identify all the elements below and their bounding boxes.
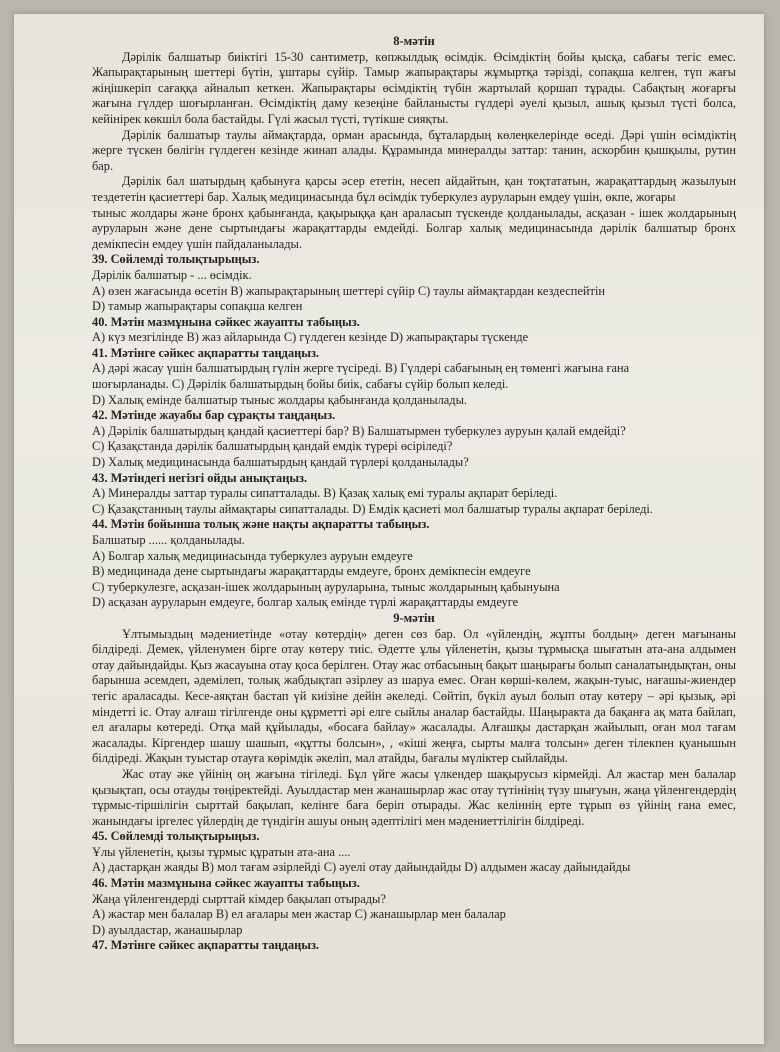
question-44-title: 44. Мәтін бойынша толық және нақты ақпаратты табыңыз. — [92, 517, 430, 532]
question-44-option-c: С) туберкулезге, асқазан-ішек жолдарының ауруларына, тыныс жолдарының қабынуына — [92, 579, 560, 594]
question-40-options: А) күз мезгілінде В) жаз айларында С) гүлдеген кезінде D) жапырақтары түскенде — [92, 330, 529, 345]
text9-paragraph-2: Жас отау әке үйінің оң жағына тігіледі. Бұл үйге жасы үлкендер шақырусыз кірмейді. Ал жастар мен балалар қызықтап, осы отауды төңіректейді. Ауылдастар мен жанашырлар жас отау түтінінің түзу шығуын, жаңа үйленгендердің тұрмыс-тіршілігін сырттай бақылап, келінге баға беріп отырады. Жас келіннің ерте тұрып өз үйінің ғана емес, жанындағы іргелес үйлердің де түндігін ашуы оның әдептілігі мен мәдениеттілігін білдіреді. — [92, 766, 736, 828]
text9-heading: 9-мәтін — [393, 610, 435, 625]
question-46-title: 46. Мәтін мазмұнына сәйкес жауапты табыңыз. — [92, 876, 360, 891]
question-43-options-cd: С) Қазақстанның таулы аймақтары сипатталады. D) Емдік қасиеті мол балшатыр туралы ақпарат беріледі. — [92, 501, 653, 516]
text8-paragraph-3: Дәрілік бал шатырдың қабынуға қарсы әсер ететін, несеп айдайтын, қан тоқтататын, жарақаттардың жазылуын тездететін қасиеттері бар. Халық медицинасында бұл өсімдік туберкулез ауруларын емдеу үшін, өкпе, жоғары — [92, 174, 736, 204]
text8-paragraph-3-cont: тыныс жолдары және бронх қабынғанда, қақырыққа қан араласып түскенде қолданылады, асқазан - ішек жолдарының ауруларын және дене сыртындағы жарақаттарды емдейді. Болгар халық медицинасында дәрілік балшатыр бронх демікпесін емдеу үшін пайдаланылады. — [92, 205, 736, 251]
question-41-title: 41. Мәтінге сәйкес ақпаратты таңдаңыз. — [92, 345, 320, 360]
question-42-options-ab: А) Дәрілік балшатырдың қандай қасиеттері бар? В) Балшатырмен туберкулез ауруын қалай емдейді? — [92, 423, 626, 438]
question-47-title: 47. Мәтінге сәйкес ақпаратты таңдаңыз. — [92, 938, 320, 953]
question-44-option-d: D) асқазан ауруларын емдеуге, болгар халық емінде түрлі жарақаттарды емдеуге — [92, 595, 519, 610]
question-39-title: 39. Сөйлемді толықтырыңыз. — [92, 252, 260, 267]
question-42-option-c: С) Қазақстанда дәрілік балшатырдың қандай емдік түрері өсіріледі? — [92, 439, 453, 454]
question-46-option-d: D) ауылдастар, жанашырлар — [92, 922, 243, 937]
text8-paragraph-2: Дәрілік балшатыр таулы аймақтарда, орман арасында, бұталардың көлеңкелерінде өседі. Дәрі үшін өсімдіктің жерге түскен бөлігін гүлдеген кезінде жинап алады. Құрамында минералды заттар: танин, аскорбин қышқылы, рутин бар. — [92, 127, 736, 173]
question-46-stem: Жаңа үйленгендерді сырттай кімдер бақылап отырады? — [92, 891, 386, 906]
question-46-options-abc: А) жастар мен балалар В) ел ағалары мен жастар С) жанашырлар мен балалар — [92, 907, 506, 922]
question-44-stem: Балшатыр ...... қолданылады. — [92, 533, 245, 547]
text8-heading: 8-мәтін — [393, 34, 435, 48]
question-41-option-a: А) дәрі жасау үшін балшатырдың гүлін жерге түсіреді. В) Гүлдері сабағының ең төменгі жағына ғана — [92, 361, 630, 376]
exam-sheet — [14, 14, 764, 1044]
text9-paragraph-1: Ұлтымыздың мәдениетінде «отау көтердің» деген сөз бар. Ол «үйлендің, жұпты болдың» деген мағынаны білдіреді. Демек, үйленумен бірге отау көтеру тиіс. Әдетте ұлы үйленетін, қызы тұрмысқа шығатын ата-ана алдымен отау дайындайды. Қыз жасауына отау қоса берілген. Отау жас отбасының бақыт шаңырағы болып саналатындықтан, оны барынша әсемдеп, әдемілеп, толық жабдықтап әзірлеу аз шаруа емес. Оған көрші-көлем, жақын-туыс, нағашы-жиендер тегіс араласады. Кесе-аяқтан бастап үй киізіне дейін әкеледі. Сөйтіп, бүкіл ауыл болып отау көтеру – әрі қызық, әрі міндетті іс. Отау алғаш тігілгенде оны құрметті әрі елге сыйлы аналар бастайды. Шаңыракта да бақанға ақ мата байлап, ел ағалары көтереді. Отқа май құйылады, «босаға байлау» жасалады. Алғашқы дастарқан жайылып, оған мол тағам жасалады. Кіргендер шашу шашып, «құтты болсын», , «кіші жеңға, сырты малға толсын» деген тілекпен қуанышын білдіреді. Жақын туыстар отауға көрімдік әкеліп, мал атайды, бағалы мүліктер сыйлайды. — [92, 626, 736, 766]
question-41-option-d: D) Халық емінде балшатыр тыныс жолдары қабынғанда қолданылады. — [92, 392, 467, 407]
question-42-option-d: D) Халық медицинасында балшатырдың қандай түрлері қолданылады? — [92, 455, 469, 470]
question-45-options: А) дастарқан жаяды В) мол тағам әзірлейді С) әуелі отау дайындайды D) алдымен жасау дайындайды — [92, 860, 631, 875]
question-39-options-abc: А) өзен жағасында өсетін В) жапырақтарының шеттері сүйір С) таулы аймақтардан кездеспейтін — [92, 283, 606, 298]
question-44-option-b: В) медицинада дене сыртындағы жарақаттарды емдеуге, бронх демікпесін емдеуге — [92, 564, 531, 579]
page-column — [92, 34, 736, 954]
question-43-options-ab: А) Минералды заттар туралы сипатталады. В) Қазақ халық емі туралы ақпарат беріледі. — [92, 486, 558, 501]
question-42-title: 42. Мәтінде жауабы бар сұрақты таңдаңыз. — [92, 408, 336, 423]
question-45-stem: Ұлы үйленетін, қызы тұрмыс құратын ата-ана .... — [92, 844, 351, 859]
question-40-title: 40. Мәтін мазмұнына сәйкес жауапты табыңыз. — [92, 314, 360, 329]
question-43-title: 43. Мәтіндегі негізгі ойды анықтаңыз. — [92, 470, 308, 485]
text8-paragraph-1: Дәрілік балшатыр биіктігі 15-30 сантиметр, көпжылдық өсімдік. Өсімдіктің бойы қысқа, сабағы тегіс емес. Жапырақтарының шеттері бүтін, ұштары сүйір. Тамыр жапырақтары жұмыртқа тәрізді, сопақша келген, түп жағы жіңішкеріп сағаққа айналып кеткен. Жапырақтары өсімдіктің түбін жартылай қоршап тұрады. Сабақтың жоғарғы жағына гүлдер шоғырланған. Өсімдіктің даму кезеңіне байланысты гүлдері әуелі қызыл, ашық қызыл түсті болса, кейінірек көкшіл бола бастайды. Гүлі жасыл түсті, түтікше сияқты. — [92, 49, 736, 126]
question-41-option-a-cont: шоғырланады. С) Дәрілік балшатырдың бойы биік, сабағы сүйір болып келеді. — [92, 377, 509, 392]
question-44-option-a: А) Болгар халық медицинасында туберкулез ауруын емдеуге — [92, 548, 413, 563]
question-45-title: 45. Сөйлемді толықтырыңыз. — [92, 829, 260, 844]
question-39-stem: Дәрілік балшатыр - ... өсімдік. — [92, 267, 252, 282]
question-39-option-d: D) тамыр жапырақтары сопақша келген — [92, 299, 303, 314]
